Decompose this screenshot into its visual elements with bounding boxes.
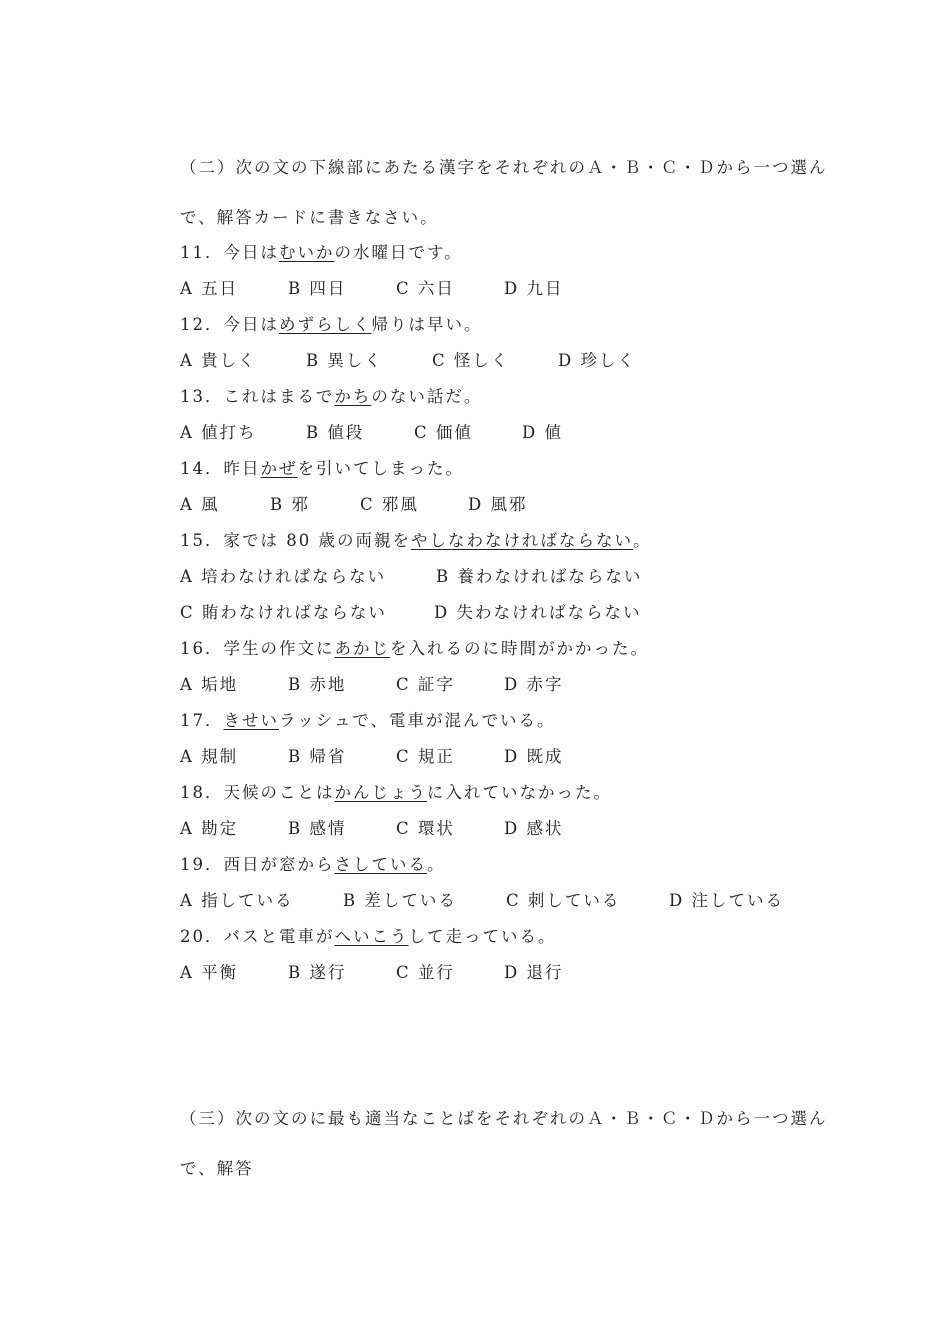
option-b: B 差している	[343, 891, 457, 910]
option-a: A 値打ち	[180, 423, 257, 442]
option-c: C 賄わなければならない	[180, 603, 387, 622]
question-text-before: 今日は	[223, 243, 279, 262]
section3-instruction-line1: （三）次の文のに最も適当なことばをそれぞれのＡ・Ｂ・Ｃ・Ｄから一つ選ん	[180, 1109, 828, 1128]
option-b: B 四日	[288, 279, 347, 298]
question-number: 15．	[180, 531, 224, 550]
question-text-after: 帰りは早い。	[371, 315, 483, 334]
option-c: C 環状	[396, 819, 455, 838]
question-text-after: 。	[427, 855, 446, 874]
question-text-before: 家では 80 歳の両親を	[223, 531, 411, 550]
question-19	[180, 854, 446, 876]
underlined-word: やしなわなければならない	[411, 531, 633, 550]
option-b: B 感情	[288, 819, 347, 838]
question-number: 13．	[180, 387, 224, 406]
question-text-before: これはまるで	[223, 387, 335, 406]
option-b: B 値段	[306, 423, 365, 442]
option-b: B 養わなければならない	[436, 567, 643, 586]
question-text-after: ラッシュで、電車が混んでいる。	[279, 711, 556, 730]
question-text-after: を引いてしまった。	[297, 459, 464, 478]
question-text-after: を入れるのに時間がかかった。	[390, 639, 649, 658]
option-c: C 刺している	[506, 891, 621, 910]
underlined-word: めずらしく	[279, 315, 372, 334]
option-b: B 帰省	[288, 747, 347, 766]
question-text-before: 今日は	[223, 315, 279, 334]
option-a: A 風	[180, 495, 220, 514]
section2-instruction-line1: （二）次の文の下線部にあたる漢字をそれぞれのＡ・Ｂ・Ｃ・Ｄから一つ選ん	[180, 158, 828, 177]
question-18	[180, 782, 612, 804]
option-d: D 既成	[504, 747, 564, 766]
option-d: D 退行	[504, 963, 564, 982]
underlined-word: へいこう	[334, 927, 409, 946]
option-c: C 六日	[396, 279, 455, 298]
question-12	[180, 314, 483, 336]
underlined-word: かち	[334, 387, 372, 406]
question-number: 16．	[180, 639, 224, 658]
option-d: D 値	[522, 423, 563, 442]
question-text-before: 天候のことは	[223, 783, 335, 802]
underlined-word: さしている	[334, 855, 427, 874]
question-11	[180, 242, 463, 264]
underlined-word: あかじ	[334, 639, 390, 658]
option-d: D 注している	[669, 891, 784, 910]
underlined-word: かぜ	[260, 459, 298, 478]
option-c: C 邪風	[360, 495, 419, 514]
option-c: C 価値	[414, 423, 473, 442]
question-text-after: のない話だ。	[371, 387, 483, 406]
option-d: D 風邪	[468, 495, 528, 514]
section2-instruction-line2: で、解答カードに書きなさい。	[180, 208, 439, 227]
question-16	[180, 638, 649, 660]
option-a: A 規制	[180, 747, 239, 766]
underlined-word: かんじょう	[334, 783, 427, 802]
option-a: A 貴しく	[180, 351, 257, 370]
option-b: B 赤地	[288, 675, 347, 694]
question-15	[180, 530, 652, 552]
question-17	[180, 710, 556, 732]
underlined-word: むいか	[279, 243, 335, 262]
question-text-after: に入れていなかった。	[427, 783, 612, 802]
option-c: C 証字	[396, 675, 455, 694]
option-a: A 平衡	[180, 963, 239, 982]
question-number: 11．	[180, 243, 224, 262]
question-text-after: 。	[633, 531, 652, 550]
option-d: D 珍しく	[558, 351, 636, 370]
underlined-word: きせい	[223, 711, 279, 730]
option-a: A 指している	[180, 891, 294, 910]
option-d: D 赤字	[504, 675, 564, 694]
question-number: 19．	[180, 855, 224, 874]
question-20	[180, 926, 557, 948]
option-a: A 培わなければならない	[180, 567, 387, 586]
option-a: A 垢地	[180, 675, 239, 694]
option-d: D 九日	[504, 279, 564, 298]
question-number: 17．	[180, 711, 224, 730]
question-number: 18．	[180, 783, 224, 802]
option-d: D 失わなければならない	[434, 603, 642, 622]
option-a: A 勘定	[180, 819, 239, 838]
question-text-before: 西日が窓から	[223, 855, 335, 874]
question-13	[180, 386, 482, 408]
question-number: 14．	[180, 459, 224, 478]
section3-instruction-line2: で、解答	[180, 1159, 254, 1178]
question-14	[180, 458, 464, 480]
question-text-before: 学生の作文に	[223, 639, 335, 658]
option-c: C 並行	[396, 963, 455, 982]
option-b: B 邪	[270, 495, 310, 514]
question-text-before: 昨日	[223, 459, 261, 478]
option-a: A 五日	[180, 279, 239, 298]
question-number: 20．	[180, 927, 224, 946]
question-text-before: バスと電車が	[223, 927, 335, 946]
option-d: D 感状	[504, 819, 564, 838]
question-text-after: の水曜日です。	[334, 243, 463, 262]
option-b: B 遂行	[288, 963, 347, 982]
option-b: B 異しく	[306, 351, 383, 370]
option-c: C 規正	[396, 747, 455, 766]
question-text-after: して走っている。	[408, 927, 557, 946]
option-c: C 怪しく	[432, 351, 510, 370]
question-number: 12．	[180, 315, 224, 334]
